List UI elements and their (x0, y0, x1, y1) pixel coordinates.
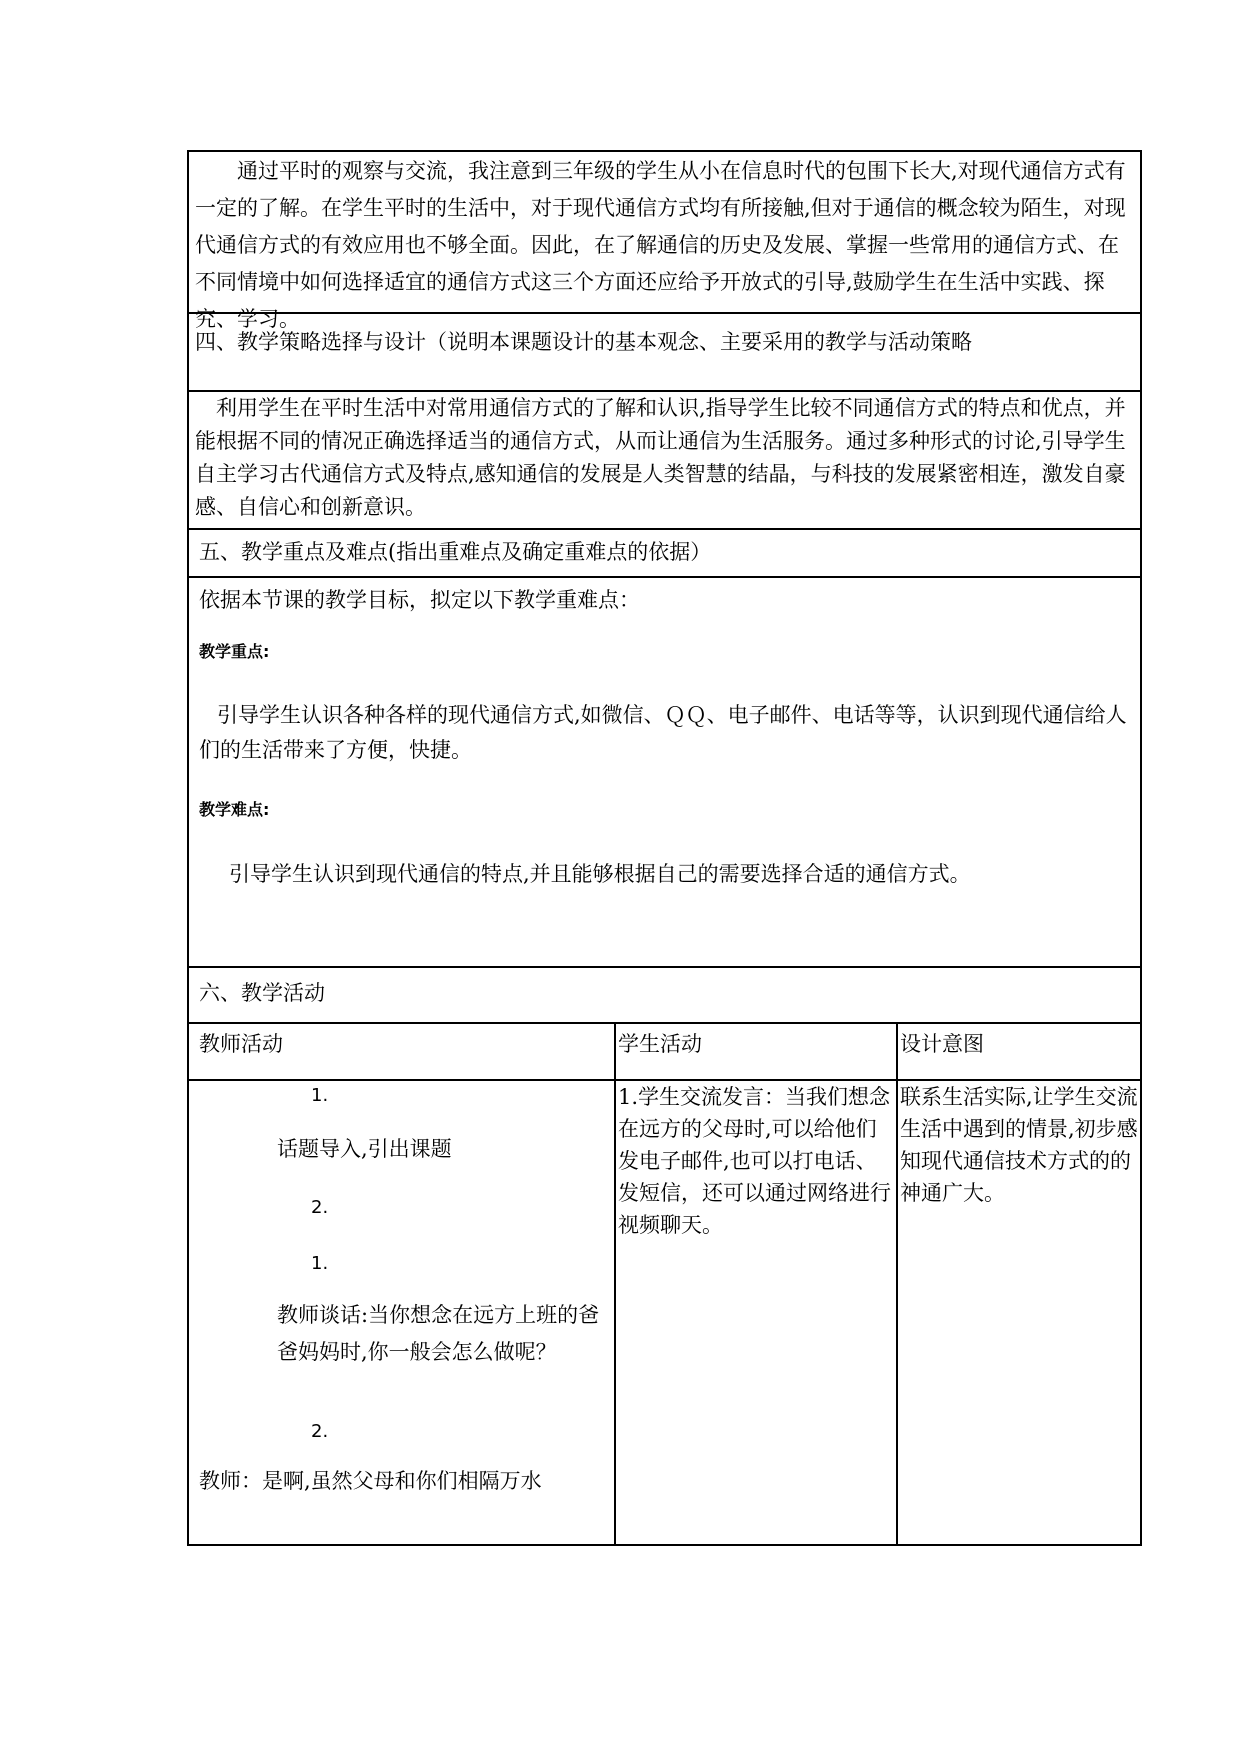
section5-heading-row (187, 528, 1142, 576)
teacher-activity-cell (189, 1081, 616, 1544)
design-intent-cell (898, 1081, 1140, 1544)
key-point-text: 引导学生认识各种各样的现代通信方式,如微信、ＱＱ、电子邮件、电话等等，认识到现代通信给人们的生活带来了方便，快捷。 (199, 703, 1127, 762)
section4-heading: 四、教学策略选择与设计（说明本课题设计的基本观念、主要采用的教学与活动策略 (195, 330, 972, 354)
teacher-column-header-cell (189, 1024, 616, 1079)
teacher-column-header: 教师活动 (199, 1032, 283, 1056)
teacher-step-number: 2. (311, 1197, 329, 1218)
teacher-step-number: 1. (311, 1085, 329, 1106)
section5-intro: 依据本节课的教学目标，拟定以下教学重难点： (199, 588, 640, 612)
section6-heading: 六、教学活动 (199, 981, 325, 1005)
document-table (187, 150, 1142, 1546)
section4-heading-row (187, 312, 1142, 390)
teacher-step-number: 2. (311, 1421, 329, 1442)
section5-heading: 五、教学重点及难点(指出重难点及确定重难点的依据） (199, 540, 712, 564)
teacher-talk: 教师谈话:当你想念在远方上班的爸爸妈妈时,你一般会怎么做呢？ (277, 1303, 600, 1364)
design-intent-text: 联系生活实际,让学生交流生活中遇到的情景,初步感知现代通信技术方式的的神通广大。 (900, 1085, 1138, 1205)
activity-body-row (187, 1079, 1142, 1546)
section4-content-row (187, 390, 1142, 528)
difficulty-label: 教学难点: (199, 800, 270, 819)
intent-column-header-cell (898, 1024, 1140, 1079)
section5-content-row (187, 576, 1142, 966)
student-activity-text: 1.学生交流发言：当我们想念在远方的父母时,可以给他们发电子邮件,也可以打电话、发短信，还可以通过网络进行视频聊天。 (618, 1085, 891, 1237)
section6-heading-row (187, 966, 1142, 1022)
difficulty-text: 引导学生认识到现代通信的特点,并且能够根据自己的需要选择合适的通信方式。 (229, 862, 971, 886)
teacher-step-number: 1. (311, 1253, 329, 1274)
student-column-header: 学生活动 (618, 1032, 702, 1056)
analysis-paragraph: 通过平时的观察与交流，我注意到三年级的学生从小在信息时代的包围下长大,对现代通信方式有一定的了解。在学生平时的生活中，对于现代通信方式均有所接触,但对于通信的概念较为陌生，对现代通信方式的有效应用也不够全面。因此，在了解通信的历史及发展、掌握一些常用的通信方式、在不同情境中如何选择适宜的通信方式这三个方面还应给予开放式的引导,鼓励学生在生活中实践、探究、学习。 (195, 159, 1126, 331)
intent-column-header: 设计意图 (900, 1032, 984, 1056)
analysis-row (187, 150, 1142, 331)
key-point-label: 教学重点: (199, 642, 270, 661)
section4-paragraph: 利用学生在平时生活中对常用通信方式的了解和认识,指导学生比较不同通信方式的特点和优点，并能根据不同的情况正确选择适当的通信方式，从而让通信为生活服务。通过多种形式的讨论,引导学生自主学习古代通信方式及特点,感知通信的发展是人类智慧的结晶，与科技的发展紧密相连，激发自豪感、自信心和创新意识。 (195, 396, 1126, 519)
student-activity-cell (616, 1081, 898, 1544)
activity-header-row (187, 1022, 1142, 1079)
student-column-header-cell (616, 1024, 898, 1079)
teacher-reply: 教师：是啊,虽然父母和你们相隔万水 (199, 1469, 542, 1493)
teacher-topic: 话题导入,引出课题 (277, 1137, 452, 1161)
